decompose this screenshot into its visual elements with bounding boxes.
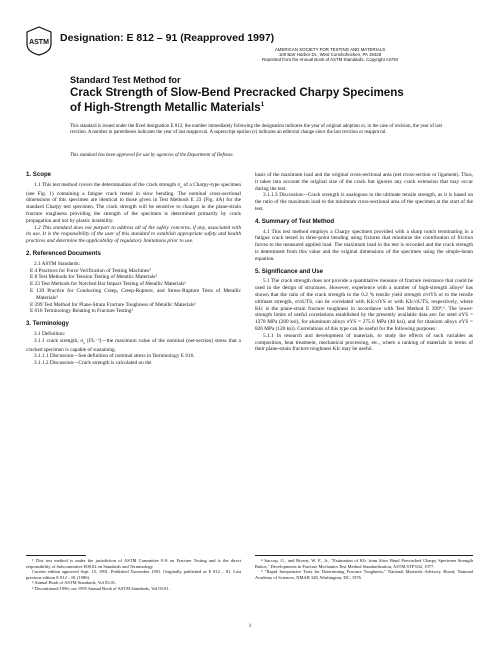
reference-item: E 8 Test Methods for Tension Testing of Metallic Materials² (30, 274, 157, 281)
footnote-divider-left (26, 555, 86, 556)
section-heading-referenced-documents: 2. Referenced Documents (26, 250, 101, 258)
footnote: Current edition approved Sept. 15, 1991. Published November 1991. Originally published as E 812 – 81. Last previous edition E 812 – 81 (1986). (26, 569, 241, 580)
reprint-note: Reprinted from the Annual Book of ASTM Standards. Copyright ASTM (262, 57, 398, 62)
astm-logo-icon (26, 26, 52, 56)
paragraph-3-1-1-2: 3.1.1.2 Discussion—Crack strength is calculated on the (34, 360, 152, 367)
society-name: AMERICAN SOCIETY FOR TESTING AND MATERIALS (274, 47, 386, 52)
reference-item: E 4 Practices for Force Verification of Testing Machines² (30, 267, 151, 274)
section-heading-summary: 4. Summary of Test Method (255, 217, 335, 225)
footnote-divider-right (255, 555, 473, 556)
page-number: 1 (248, 623, 252, 629)
document-title (70, 75, 440, 114)
reference-item: E 616 Terminology Relating to Fracture Testing³ (30, 308, 134, 315)
left-column (26, 172, 241, 367)
footnotes-right (255, 558, 473, 580)
footnote: ⁴ Succop, G., and Brown, W. F., Jr., "Estimation of KIc from Slow Bend Precracked Charpy Specimen Strength Ratios," Developments in Fracture Mechanics Test Method Standardization, ASTM STP 632, 1977. (255, 558, 473, 569)
society-address: 100 Barr Harbor Dr., West Conshohocken, PA 19428 (278, 52, 382, 57)
footnote: ⁵ "Rapid Inexpensive Tests for Determining Fracture Toughness," National Materials Advisory Board, National Academy of Sciences, NMAB 328, Washington, DC, 1976. (255, 569, 473, 580)
footnote: ¹ This test method is under the jurisdiction of ASTM Committee E-8 on Fracture Testing and is the direct responsibility of Subcommittee E08.02 on Standards and Terminology. (26, 558, 241, 569)
paragraph-3-1-1-1: 3.1.1.1 Discussion—See definition of nominal stress in Terminology E 616. (34, 353, 195, 360)
paragraph-4-1: 4.1 This test method employs a Charpy specimen provided with a sharp notch terminating in a fatigue crack tested in three-point bending using fixtures that minimize the contribution of friction forces to the measured applied load. The maximum load in the test is recorded and the crack strength is determined from this value and the original dimensions of the specimen using the simple-beam equation. (255, 228, 473, 262)
approval-note: This standard has been approved for use by agencies of the Department of Defense. (70, 153, 234, 158)
footnotes-left (26, 558, 241, 592)
paragraph-2-1: 2.1 ASTM Standards: (34, 260, 81, 267)
designation: Designation: E 812 – 91 (Reapproved 1997) (60, 32, 275, 44)
title-footnote-mark: 1 (260, 102, 265, 108)
paragraph-5-1: 5.1 The crack strength does not provide a quantitative measure of fracture resistance that could be used in the design of structures. However, experience with a number of high-strength alloys² has shown that the ratio of the crack strength to the 0.2 % tensile yield strength σ/σYS or to the tensile ultimate strength, σ/σUTS, can be correlated with KIc/σYS or with KIc/σUTS, respectively, where KIc is the plane-strain fracture toughness in accordance with Test Method E 399⁴,⁵. The lower-strength limits of useful correlations established by the presently available data are: for steel σYS = 1378 MPa (200 ksi), for aluminum alloys σYS = 275.6 MPa (40 ksi), and for titanium alloys σYS = 826 MPa (120 ksi). Correlations of this type can be useful for the following purposes: (255, 278, 473, 332)
paragraph-5-1-1: 5.1.1 In research and development of materials, to study the effects of such variables as composition, heat treatment, mechanical processing, etc., where a ranking of materials in terms of their plane-strain fracture toughness KIc may be useful. (255, 332, 473, 353)
right-column (255, 172, 473, 353)
title-line-3: of High-Strength Metallic Materials$^1$ (70, 100, 265, 114)
footnote: ² Annual Book of ASTM Standards, Vol 03.01. (32, 580, 117, 586)
title-line-1: Standard Test Method for (70, 75, 181, 85)
paragraph-3-1-1-2-continued: basis of the maximum load and the original cross-sectional area (net cross-section or ligament). Thus, it takes into account the original size of the crack but ignores any crack extension that may occur during the test. (255, 172, 473, 192)
section-heading-significance: 5. Significance and Use (255, 267, 324, 275)
paragraph-1-1: 1.1 This test method covers the determination of the crack strength $\sigma_c$ of a Charpy-type specimen (see Fig. 1) containing a fatigue crack tested in slow bending. The nominal cross-sectional dimensions of this specimen are identical to those given in Test Methods E 23 (Fig. 4A) for the standard Charpy test specimen. The crack strength will be sensitive to changes in the plane-strain fracture toughness providing the strength of the specimen is determined primarily by crack propagation and not by plastic instability. (26, 181, 242, 224)
logo-text: ASTM (29, 39, 49, 46)
reference-item: E 399 Test Method for Plane-Strain Fracture Toughness of Metallic Materials² (30, 301, 196, 308)
paragraph-3-1-1-3: 3.1.1.3 Discussion—Crack strength is analogous to the ultimate tensile strength, as it is based on the ratio of the maximum load to the minimum cross-sectional area of the specimen at the start of the test. (255, 192, 473, 212)
paragraph-3-1-1: 3.1.1 crack strength, $\sigma_c$ [FL⁻²]—the maximum value of the nominal (net-section) stress that a cracked specimen is capable of sustaining. (26, 337, 241, 353)
reference-item: E 23 Test Methods for Notched Bar Impact Testing of Metallic Materials² (30, 281, 186, 288)
section-heading-scope: 1. Scope (26, 171, 52, 178)
reference-item: E 139 Practice for Conducting Creep, Creep-Rupture, and Stress-Rupture Tests of Metallic Materials² (30, 288, 241, 301)
issuance-notice: This standard is issued under the fixed designation E 812; the number immediately following the designation indicates the year of original adoption or, in the case of revision, the year of last revision. A number in parentheses indicates the year of last reapproval. A superscript epsilon (ε) indicates an editorial change since the last revision or reapproval. (70, 124, 442, 136)
title-line-2: Crack Strength of Slow-Bend Precracked Charpy Specimens (70, 86, 404, 99)
paragraph-3-1: 3.1 Definition: (34, 330, 66, 337)
section-heading-terminology: 3. Terminology (26, 320, 69, 328)
paragraph-1-2: 1.2 This standard does not purport to address all of the safety concerns, if any, associated with its use. It is the responsibility of the user of this standard to establish appropriate safety and health practices and determine the applicability of regulatory limitations prior to use. (26, 224, 241, 245)
footnote: ³ Discontinued 1996; see 1995 Annual Book of ASTM Standards, Vol 03.01. (32, 585, 170, 591)
